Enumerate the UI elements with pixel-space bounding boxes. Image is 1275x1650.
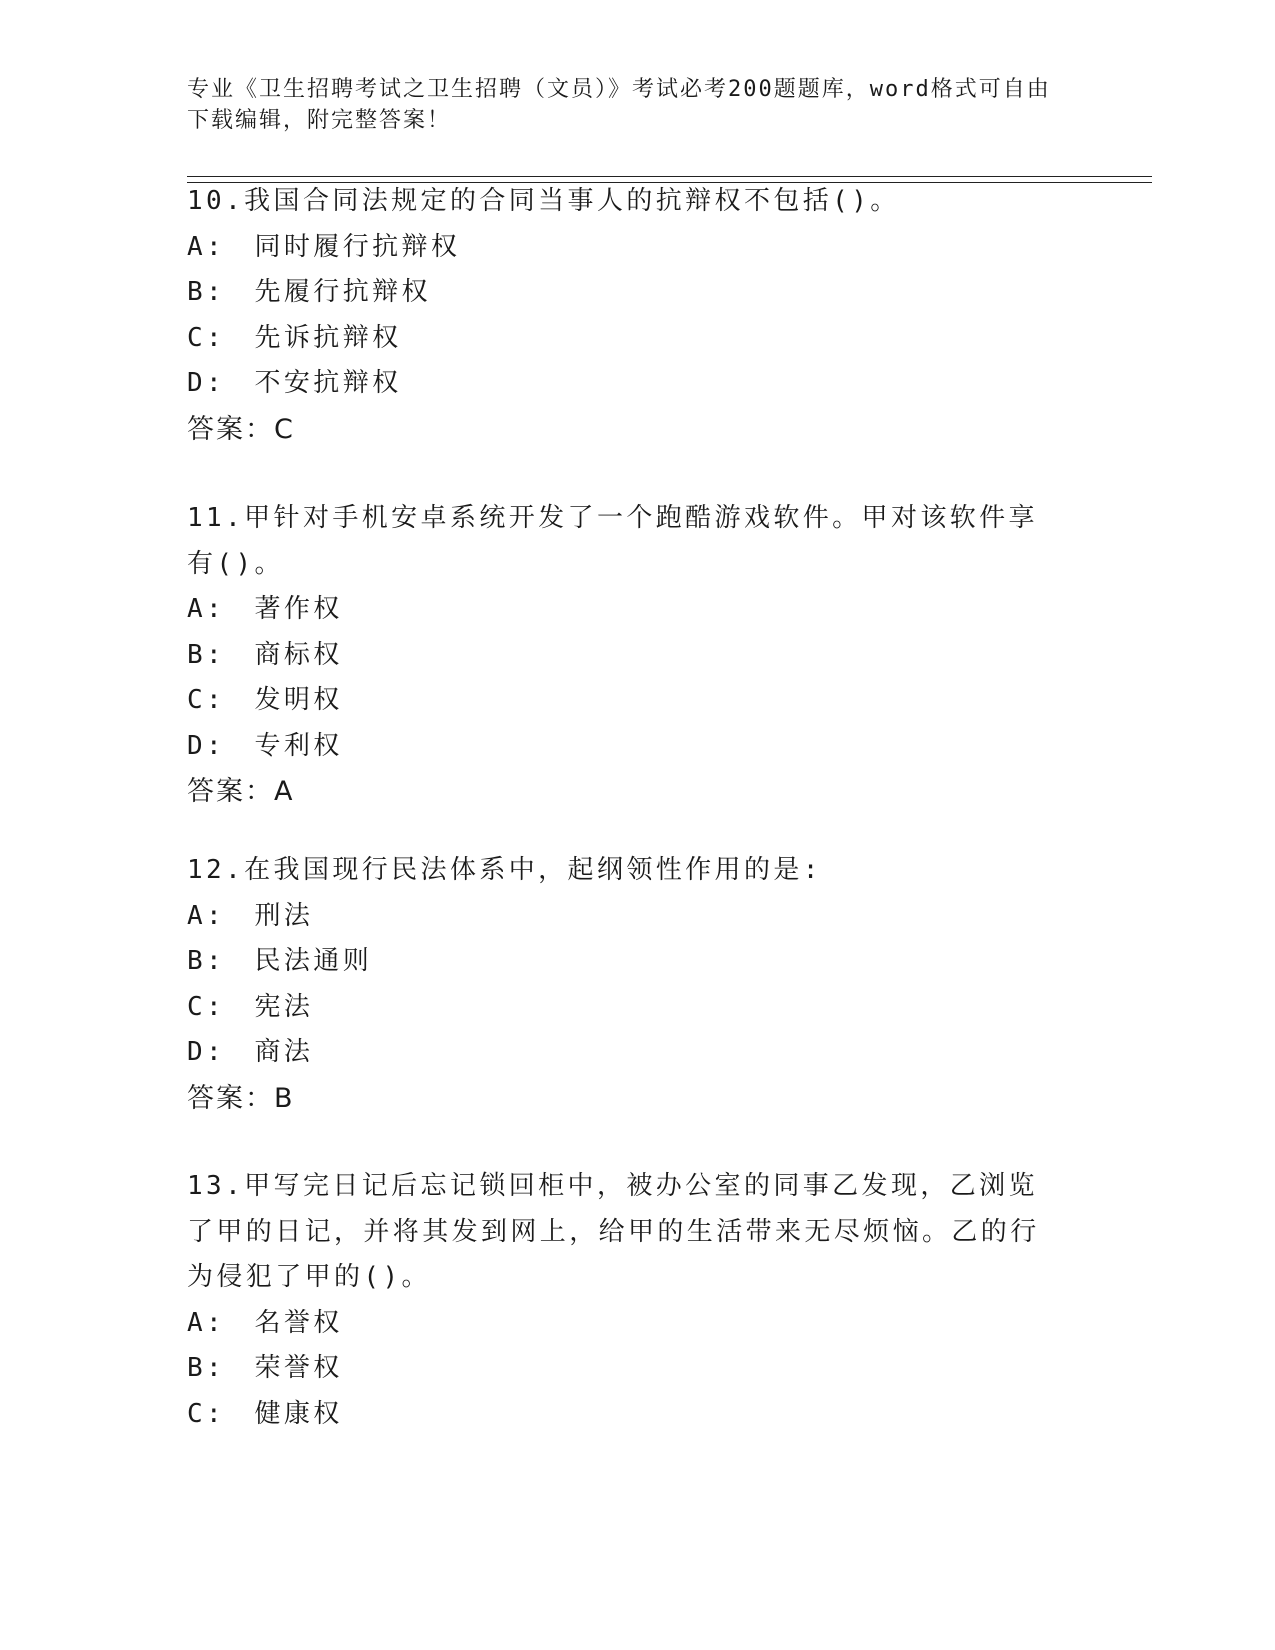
option-c: C: 发明权 [187,685,343,715]
document-header: 专业《卫生招聘考试之卫生招聘（文员）》考试必考200题题库，word格式可自由下载编辑，附完整答案！ [187,77,1051,133]
option-a: A: 名誉权 [187,1307,343,1338]
question-10 [187,179,1067,452]
header-divider-top [187,176,1152,177]
option-d: D: 不安抗辩权 [187,368,402,398]
option-a: A: 著作权 [187,594,343,624]
answer-line: 答案：B [187,1082,295,1114]
option-b: B: 民法通则 [187,946,373,976]
question-stem: 13.甲写完日记后忘记锁回柜中，被办公室的同事乙发现，乙浏览了甲的日记，并将其发到网上，给甲的生活带来无尽烦恼。乙的行为侵犯了甲的()。 [187,1171,1040,1292]
option-c: C: 健康权 [187,1398,343,1429]
question-stem: 11.甲针对手机安卓系统开发了一个跑酷游戏软件。甲对该软件享有()。 [187,503,1038,579]
question-stem: 12.在我国现行民法体系中，起纲领性作用的是: [187,855,822,885]
option-a: A: 刑法 [187,900,314,931]
question-12 [187,848,1067,1121]
option-c: C: 宪法 [187,991,314,1022]
option-a: A: 同时履行抗辩权 [187,231,461,262]
answer-line: 答案：C [187,413,295,445]
option-b: B: 先履行抗辩权 [187,277,431,307]
question-13 [187,1164,1067,1437]
answer-line: 答案：A [187,776,295,807]
option-b: B: 商标权 [187,639,343,670]
option-d: D: 专利权 [187,730,343,761]
question-11 [187,496,1067,815]
question-stem: 10.我国合同法规定的合同当事人的抗辩权不包括()。 [187,186,900,216]
option-c: C: 先诉抗辩权 [187,322,402,353]
option-b: B: 荣誉权 [187,1353,343,1383]
option-d: D: 商法 [187,1037,314,1067]
